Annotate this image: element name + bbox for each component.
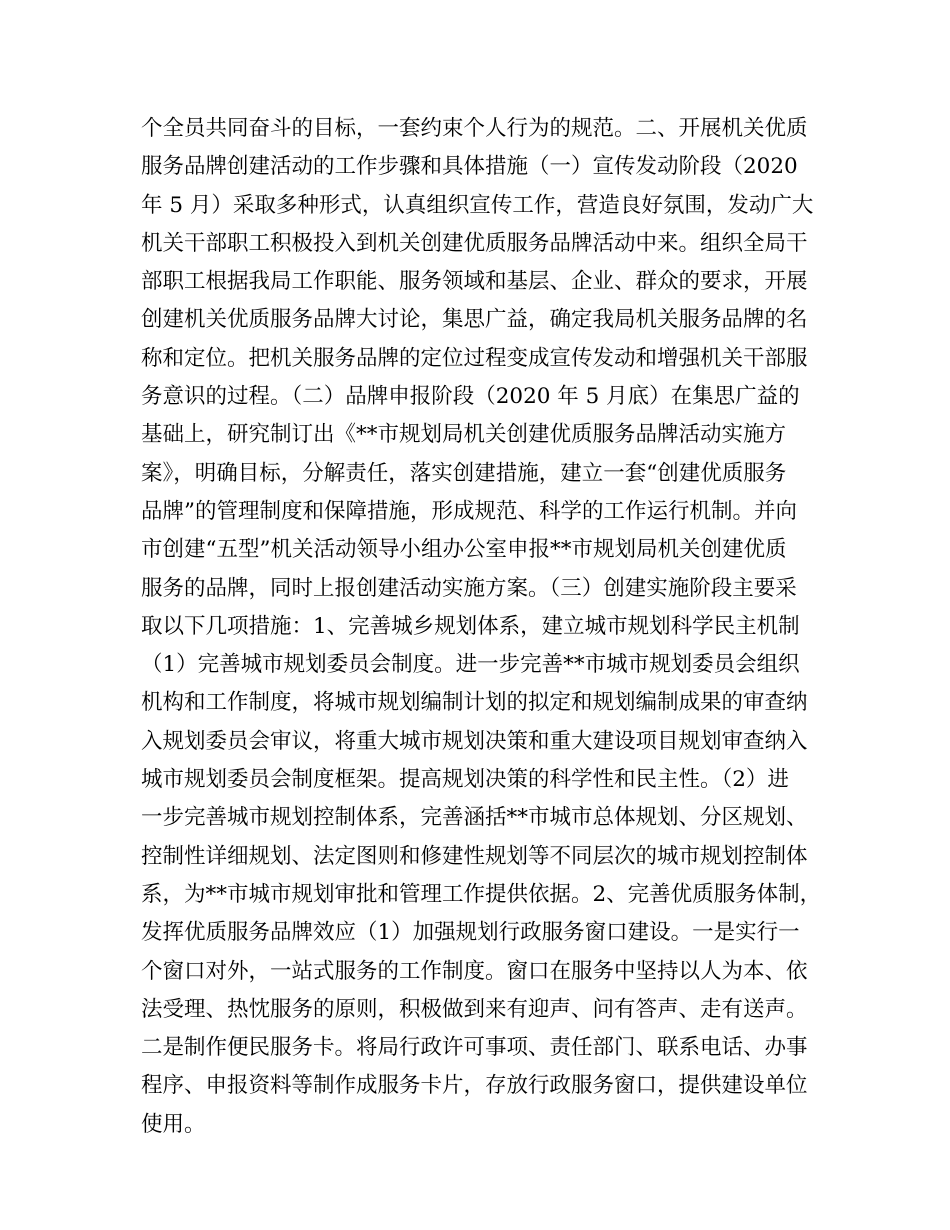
text-line: 使用。 bbox=[141, 1111, 206, 1137]
text-line: 案》，明确目标，分解责任，落实创建措施，建立一套“创建优质服务 bbox=[141, 460, 787, 486]
text-line: （1）完善城市规划委员会制度。进一步完善**市城市规划委员会组织 bbox=[141, 652, 800, 678]
text-line: 个窗口对外，一站式服务的工作制度。窗口在服务中坚持以人为本、依 bbox=[141, 958, 808, 984]
text-line: 机关干部职工积极投入到机关创建优质服务品牌活动中来。组织全局干 bbox=[141, 230, 808, 256]
text-line: 程序、申报资料等制作成服务卡片，存放行政服务窗口，提供建设单位 bbox=[141, 1073, 808, 1099]
text-line: 法受理、热忱服务的原则，积极做到来有迎声、问有答声、走有送声。 bbox=[141, 996, 808, 1022]
text-line: 一步完善城市规划控制体系，完善涵括**市城市总体规划、分区规划、 bbox=[141, 805, 808, 831]
text-line: 二是制作便民服务卡。将局行政许可事项、责任部门、联系电话、办事 bbox=[141, 1035, 808, 1061]
text-line: 服务的品牌，同时上报创建活动实施方案。（三）创建实施阶段主要采 bbox=[141, 575, 797, 601]
body-text bbox=[141, 110, 841, 1144]
text-line: 称和定位。把机关服务品牌的定位过程变成宣传发动和增强机关干部服 bbox=[141, 345, 808, 371]
text-line: 城市规划委员会制度框架。提高规划决策的科学性和民主性。（2）进 bbox=[141, 767, 789, 793]
text-line: 创建机关优质服务品牌大讨论，集思广益，确定我局机关服务品牌的名 bbox=[141, 307, 808, 333]
text-line: 系，为**市城市规划审批和管理工作提供依据。2、完善优质服务体制， bbox=[141, 881, 822, 907]
text-line: 部职工根据我局工作职能、服务领域和基层、企业、群众的要求，开展 bbox=[141, 269, 808, 295]
text-line: 个全员共同奋斗的目标，一套约束个人行为的规范。二、开展机关优质 bbox=[141, 116, 808, 141]
text-line: 服务品牌创建活动的工作步骤和具体措施（一）宣传发动阶段（2020 bbox=[141, 154, 798, 180]
text-line: 入规划委员会审议，将重大城市规划决策和重大建设项目规划审查纳入 bbox=[141, 728, 808, 754]
text-line: 基础上，研究制订出《**市规划局机关创建优质服务品牌活动实施方 bbox=[141, 422, 787, 448]
text-line: 机构和工作制度，将城市规划编制计划的拟定和规划编制成果的审查纳 bbox=[141, 690, 808, 716]
text-line: 年 5 月）采取多种形式，认真组织宣传工作，营造良好氛围，发动广大 bbox=[141, 192, 814, 218]
text-line: 控制性详细规划、法定图则和修建性规划等不同层次的城市规划控制体 bbox=[141, 843, 808, 869]
text-line: 市创建“五型”机关活动领导小组办公室申报**市规划局机关创建优质 bbox=[141, 537, 787, 563]
text-line: 发挥优质服务品牌效应（1）加强规划行政服务窗口建设。一是实行一 bbox=[141, 920, 800, 946]
text-line: 品牌”的管理制度和保障措施，形成规范、科学的工作运行机制。并向 bbox=[141, 498, 797, 524]
text-line: 取以下几项措施：1、完善城乡规划体系，建立城市规划科学民主机制 bbox=[141, 613, 800, 639]
text-line: 务意识的过程。（二）品牌申报阶段（2020 年 5 月底）在集思广益的 bbox=[141, 384, 800, 410]
